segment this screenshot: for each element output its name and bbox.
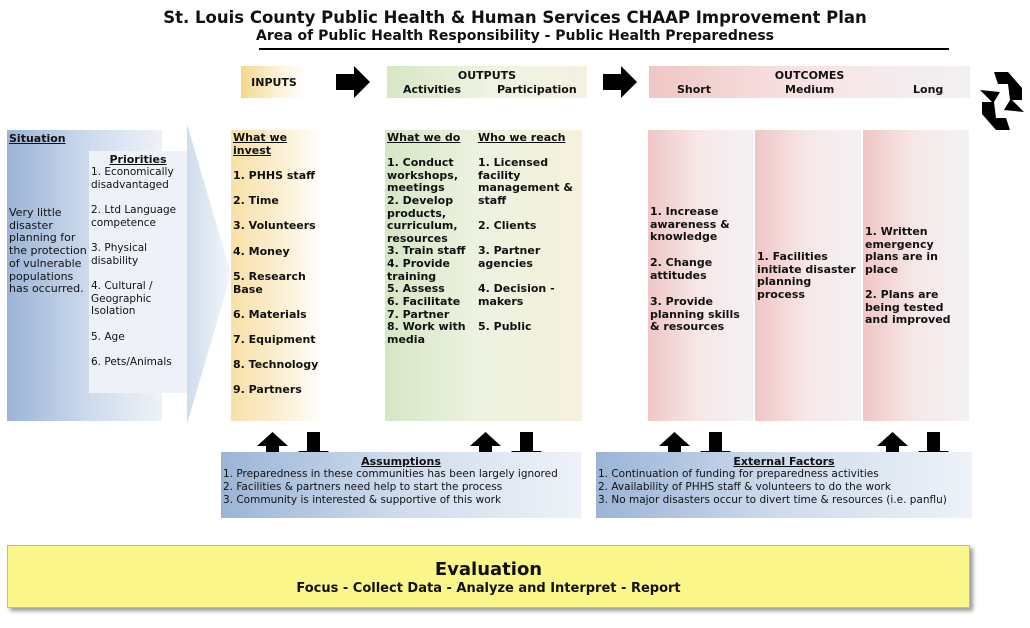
priorities-panel	[89, 151, 187, 393]
assumption-item: 3. Community is interested & supportive of this work	[223, 494, 502, 506]
situation-text: Very little disaster planning for the protection of vulnerable populations has occurred.	[9, 206, 87, 296]
priority-item: 4. Cultural / Geographic Isolation	[91, 280, 153, 317]
invest-item: 3. Volunteers	[233, 219, 316, 232]
evaluation-title: Evaluation	[434, 559, 543, 580]
evaluation-subtitle: Focus - Collect Data - Analyze and Interpret - Report	[296, 581, 681, 596]
activity-item: 8. Work with media	[387, 320, 466, 346]
inputs-column	[231, 130, 323, 421]
assumption-item: 2. Facilities & partners need help to start the process	[223, 481, 503, 493]
invest-item: 7. Equipment	[233, 333, 316, 346]
external-factor-item: 3. No major disasters occur to divert time & resources (i.e. panflu)	[598, 494, 947, 506]
priority-item: 3. Physical disability	[91, 242, 148, 267]
assumptions-panel	[221, 452, 581, 518]
situation-label: Situation	[9, 132, 66, 145]
activities-label: Activities	[403, 83, 462, 96]
activity-item: 4. Provide training	[387, 257, 450, 283]
activity-item: 5. Assess	[387, 282, 445, 295]
external-factor-item: 2. Availability of PHHS staff & volunteers to do the work	[598, 481, 891, 493]
assumption-item: 1. Preparedness in these communities has been largely ignored	[223, 468, 558, 480]
external-factors-label: External Factors	[733, 455, 835, 468]
page-subtitle: Area of Public Health Responsibility - Public Health Preparedness	[256, 28, 774, 44]
short-term-label: Short	[677, 83, 711, 96]
participation-item: 2. Clients	[478, 219, 537, 232]
activity-item: 3. Train staff	[387, 244, 466, 257]
priorities-label: Priorities	[109, 153, 167, 166]
inputs-header-label: INPUTS	[251, 75, 297, 89]
invest-item: 1. PHHS staff	[233, 169, 316, 182]
title-divider	[259, 48, 949, 50]
participation-label: Participation	[497, 83, 577, 96]
arrow-right-icon	[603, 66, 637, 98]
invest-item: 6. Materials	[233, 308, 307, 321]
external-factor-item: 1. Continuation of funding for preparedness activities	[598, 468, 879, 480]
arrow-right-icon	[336, 66, 370, 98]
long-outcome-item: 2. Plans are being tested and improved	[865, 288, 951, 326]
activities-column-label: What we do	[387, 131, 461, 144]
external-factors-panel	[596, 452, 972, 518]
short-outcome-item: 3. Provide planning skills & resources	[650, 295, 740, 333]
invest-item: 2. Time	[233, 194, 279, 207]
activity-item: 7. Partner	[387, 308, 450, 321]
priority-item: 5. Age	[91, 331, 125, 343]
participation-item: 1. Licensed facility management & staff	[478, 156, 573, 207]
invest-item: 5. Research Base	[233, 270, 306, 296]
activity-item: 1. Conduct workshops, meetings	[387, 156, 458, 194]
participation-item: 4. Decision - makers	[478, 282, 555, 308]
assumptions-label: Assumptions	[361, 455, 441, 468]
activity-item: 6. Facilitate	[387, 295, 461, 308]
chevron-right-shape	[187, 124, 231, 424]
outcomes-header	[649, 66, 970, 98]
invest-label: What we invest	[233, 131, 288, 157]
participation-item: 5. Public	[478, 320, 532, 333]
medium-outcome-item: 1. Facilities initiate disaster planning process	[757, 250, 856, 301]
outputs-header	[387, 66, 587, 98]
short-term-outcomes-column	[648, 130, 753, 421]
long-term-label: Long	[913, 83, 944, 96]
long-outcome-item: 1. Written emergency plans are in place	[865, 225, 939, 276]
outcomes-header-title: OUTCOMES	[774, 69, 845, 82]
priority-item: 2. Ltd Language competence	[91, 204, 177, 229]
medium-term-outcomes-column	[755, 130, 861, 421]
participation-item: 3. Partner agencies	[478, 244, 541, 270]
participation-column	[476, 130, 582, 421]
outputs-header-title: OUTPUTS	[457, 69, 517, 82]
long-term-outcomes-column	[863, 130, 969, 421]
activities-column	[385, 130, 476, 421]
invest-item: 9. Partners	[233, 383, 302, 396]
invest-item: 8. Technology	[233, 358, 319, 371]
medium-term-label: Medium	[785, 83, 835, 96]
priority-item: 1. Economically disadvantaged	[91, 166, 174, 191]
cycle-arrows-icon	[978, 70, 1026, 132]
invest-item: 4. Money	[233, 245, 290, 258]
priority-item: 6. Pets/Animals	[91, 356, 172, 368]
evaluation-banner	[7, 545, 970, 608]
participation-column-label: Who we reach	[478, 131, 566, 144]
page-title: St. Louis County Public Health & Human Services CHAAP Improvement Plan	[163, 8, 867, 27]
short-outcome-item: 1. Increase awareness & knowledge	[650, 205, 730, 243]
activity-item: 2. Develop products, curriculum, resources	[387, 194, 458, 245]
short-outcome-item: 2. Change attitudes	[650, 256, 713, 282]
inputs-header	[241, 66, 307, 98]
